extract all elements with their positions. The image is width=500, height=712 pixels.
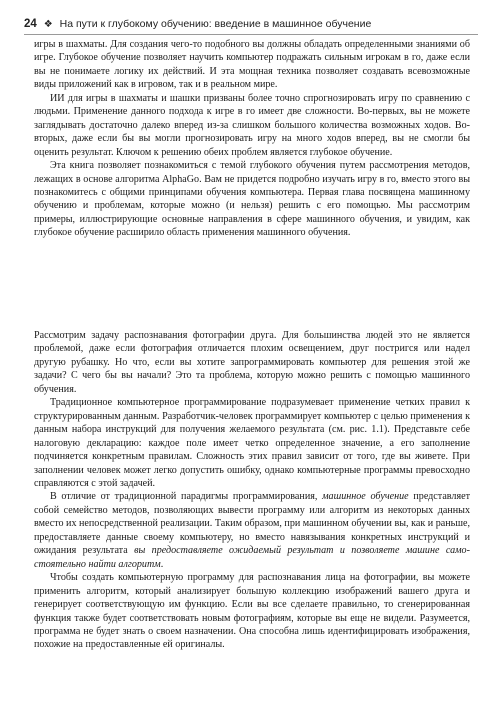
text-block-bottom xyxy=(34,329,470,652)
paragraph-text: В отличие от традиционной парадигмы программирования, xyxy=(50,491,323,503)
running-header xyxy=(24,18,476,30)
text-block-top xyxy=(34,38,470,240)
section-heading-area xyxy=(30,300,470,322)
paragraph: Рассмотрим задачу распознавания фотографии друга. Для большинства людей это не является проблемой, даже если фотография отличается плохим освещением, друг постригся или надел другую рубашку. Но что, если вы хотите запрограммировать компьютер для решения этой же задачи? С чего бы вы начали? Это та проблема, которую можно решить с помощью машинного обучения. xyxy=(34,330,470,395)
emphasis-term: машинное обучение xyxy=(322,491,409,503)
paragraph: игры в шахматы. Для создания чего-то подобного вы должны обладать определенными знаниями об игре. Глубокое обучение позволяет научить компьютер подражать сильным игрокам в го, даже если вы не понимаете логику их действий. И эта мощная техника позволяет создавать всевозможные виды приложений как в игровом, так и в реальном мире. xyxy=(34,39,470,91)
paragraph xyxy=(34,490,470,571)
paragraph: Чтобы создать компьютерную программу для распознавания лица на фотографии, вы можете применить алгоритм, который анализирует большую коллекцию изображений вашего друга и генерирует соответствующую им функцию. Если вы все сделаете правильно, то сгенерированная функция также будет соответствовать новым фотографиям, которые вы еще не видели. Разумеется, программа не будет знать о своем назначении. Она способна лишь идентифицировать изображения, похожие на предоставленные ей оригиналы. xyxy=(34,572,470,651)
emphasis-phrase: вы предоставляете ожидаемый результат и позволяете машине самостоятельно найти алгоритм xyxy=(34,545,470,570)
page-number: 24 xyxy=(24,18,37,30)
ornament-icon: ❖ xyxy=(43,19,53,30)
running-title: На пути к глубокому обучению: введение в машинное обучение xyxy=(59,18,372,30)
paragraph: Эта книга позволяет познакомиться с темой глубокого обучения путем рассмотрения методов, лежащих в основе алгоритма AlphaGo. Вам не придется подробно изучать игру в го, вместо этого вы познакомитесь с общими принципами обучения компьютера. Первая глава посвящена машинному обучению и проблемам, которые можно (и нельзя) решить с его помощью. Мы рассмотрим примеры, иллюстрирующие основные направления в сфере машинного обучения, и увидим, как глубокое обучение расширило область применения машинного обучения. xyxy=(34,160,470,239)
header-rule xyxy=(24,34,478,35)
paragraph: ИИ для игры в шахматы и шашки призваны более точно спрогнозировать игру по сравнению с людьми. Применение данного подхода к игре в го имеет две сложности. Во-первых, вы не можете заглядывать достаточно далеко вперед из-за слишком большого количества возможных ходов. Во-вторых, даже если бы вы могли прогнозировать игру на много ходов вперед, вы не смогли бы оценить результат. Ключом к решению обеих проблем является глубокое обучение. xyxy=(34,92,470,158)
paragraph-text: . xyxy=(160,558,164,570)
paragraph-text: представляет собой семейство методов, позволяющих вывести программу или алгоритм из некоторых данных вместо их непосредственной реализации. Таким образом, при машинном обучении вы, как и раньше, предоставляете данные своему компьютеру, но вместо навязывания конкретных инструкций и ожидания результата xyxy=(34,491,471,557)
paragraph: Традиционное компьютерное программирование подразумевает применение четких правил к структурированным данным. Разработчик-человек программирует компьютер с целью применения к данным набора инструкций для получения желаемого результата (см. рис. 1.1). Представьте себе налоговую декларацию: каждое поле имеет четко определенное значение, а его заполнение подчиняется конкретным правилам. Сложность этих правил зависит от того, где вы живете. При заполнении человек может легко допустить ошибку, однако компьютерные программы превосходно справляются с этой задачей. xyxy=(34,397,470,489)
